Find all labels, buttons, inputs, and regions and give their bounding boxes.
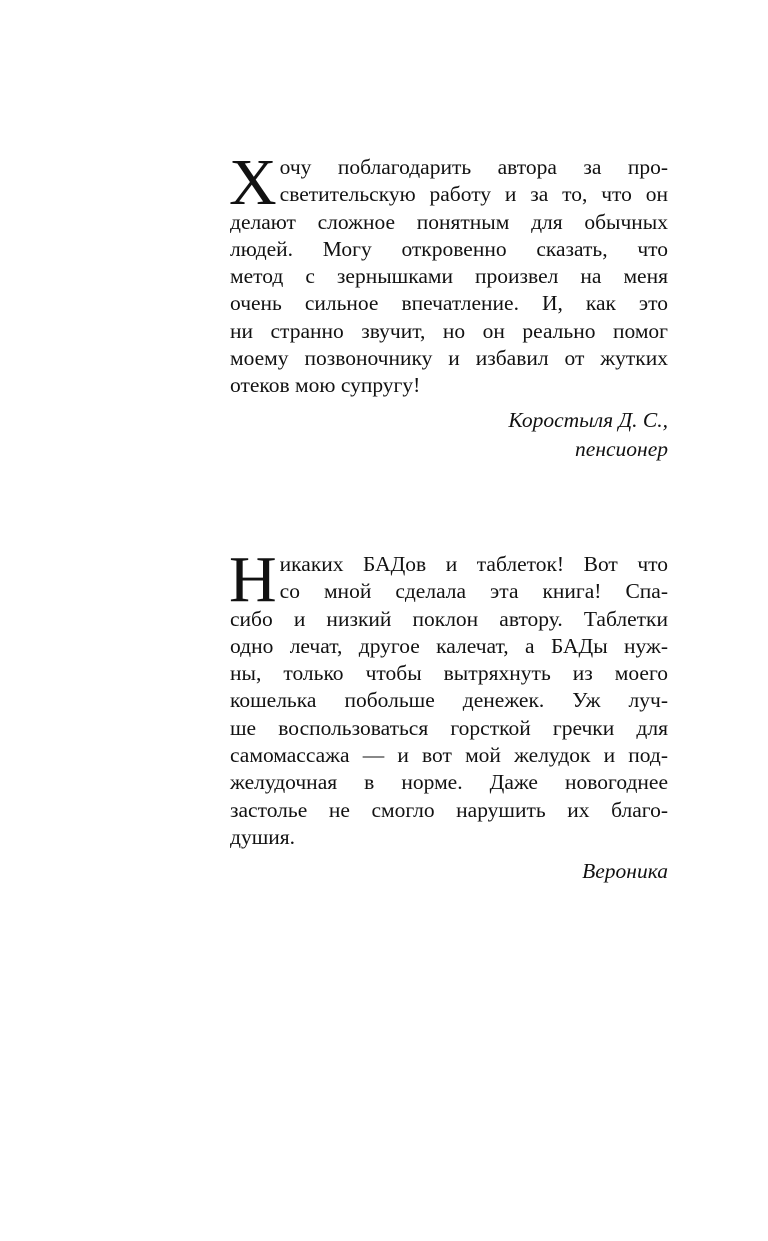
author-name: Коростыля Д. С.,	[508, 407, 668, 432]
text-line: людей. Могу откровенно сказать, что	[230, 236, 668, 261]
text-line: моему позвоночнику и избавил от жутких	[230, 346, 668, 371]
text-line: ше воспользоваться горсткой гречки для	[230, 715, 668, 740]
text-line: светительскую работу и за то, что он	[279, 182, 668, 207]
testimonial-2	[229, 543, 668, 886]
testimonial-text	[229, 543, 668, 851]
text-line: душия.	[230, 824, 296, 849]
drop-cap: Х	[229, 146, 277, 219]
testimonial-1	[229, 146, 668, 464]
testimonial-text	[229, 146, 668, 400]
author-role: пенсионер	[575, 436, 668, 461]
author-name: Вероника	[582, 859, 668, 884]
text-line: очень сильное впечатление. И, как это	[230, 291, 668, 316]
text-line: метод с зернышками произвел на меня	[230, 264, 668, 289]
text-line: отеков мою супругу!	[230, 373, 421, 398]
text-line: ны, только чтобы вытряхнуть из моего	[230, 661, 668, 686]
text-line: со мной сделала эта книга! Спа-	[279, 579, 668, 604]
text-line: очу поблагодарить автора за про-	[279, 155, 668, 179]
text-line: сибо и низкий поклон автору. Таблетки	[230, 606, 668, 631]
testimonial-signature	[230, 857, 668, 886]
text-line: застолье не смогло нарушить их благо-	[230, 797, 668, 822]
text-line: ни странно звучит, но он реально помог	[230, 318, 668, 343]
text-line: желудочная в норме. Даже новогоднее	[230, 770, 668, 795]
text-line: одно лечат, другое калечат, а БАДы нуж-	[230, 633, 668, 658]
text-line: делают сложное понятным для обычных	[230, 209, 668, 234]
text-line: самомассажа — и вот мой желудок и под-	[230, 743, 668, 768]
drop-cap: Н	[229, 543, 277, 616]
text-line: икаких БАДов и таблеток! Вот что	[279, 552, 668, 576]
testimonial-signature	[230, 406, 668, 464]
text-line: кошелька побольше денежек. Уж луч-	[230, 688, 668, 713]
